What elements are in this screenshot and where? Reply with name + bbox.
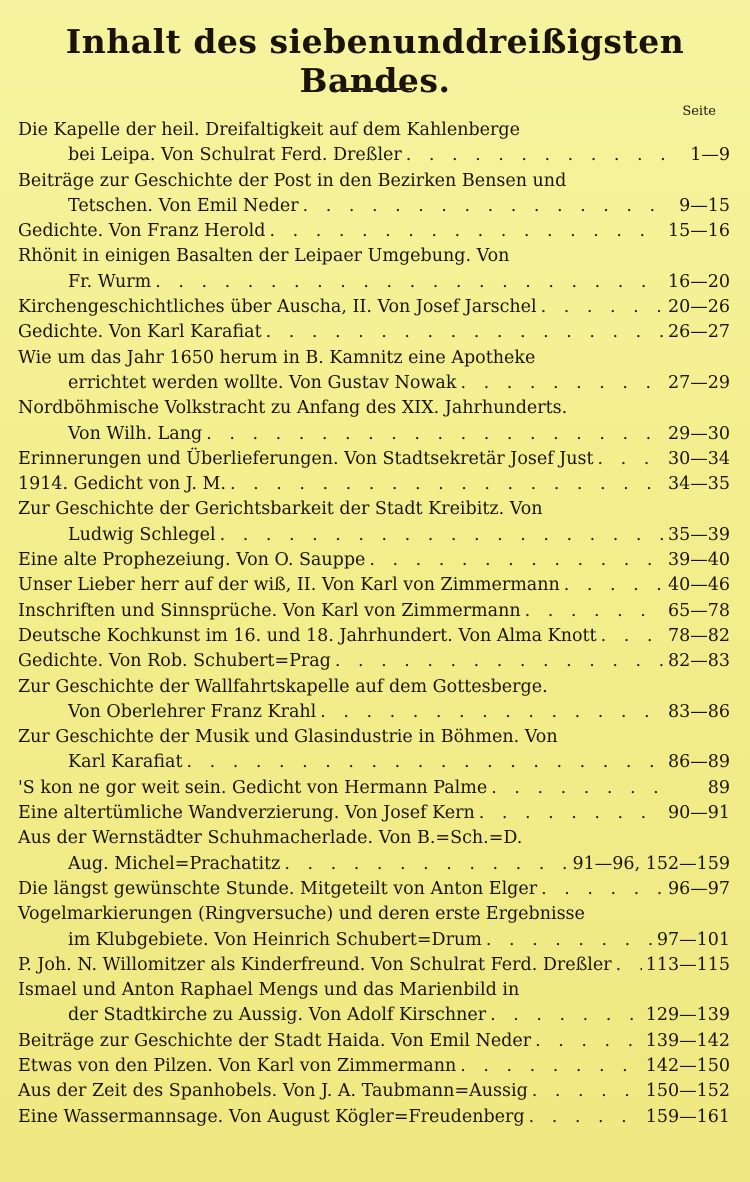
toc-entry: [18, 497, 730, 548]
toc-entry-title: Vogelmarkierungen (Ringversuche) und deren erste Ergebnisse: [18, 904, 585, 925]
toc-entry-line: [18, 472, 730, 497]
toc-entry: [18, 1029, 730, 1054]
dot-leader: [303, 194, 666, 219]
toc-entry-line: [18, 928, 730, 953]
toc-entry-pages: 34—35: [667, 474, 730, 495]
toc-entry-title: Erinnerungen und Überlieferungen. Von Stadtsekretär Josef Just: [18, 448, 594, 469]
toc-entry-author: Aug. Michel=Prachatitz: [68, 853, 281, 874]
toc-entry: [18, 472, 730, 497]
toc-entry-pages: 139—142: [645, 1030, 730, 1051]
toc-entry: [18, 219, 730, 244]
toc-entry-title: Aus der Zeit des Spanhobels. Von J. A. Taubmann=Aussig: [18, 1081, 528, 1102]
toc-entry-title: Inschriften und Sinnsprüche. Von Karl von Zimmermann: [18, 600, 521, 621]
toc-entry-line: [18, 776, 730, 801]
toc-entry-line: [18, 1105, 730, 1130]
dot-leader: [269, 219, 664, 244]
dot-leader: [529, 1105, 642, 1130]
dot-leader: [155, 270, 664, 295]
toc-entry-pages: 86—89: [667, 752, 730, 773]
toc-entry-line: [18, 523, 730, 548]
dot-leader: [460, 1054, 641, 1079]
toc-entry-pages: 97—101: [656, 929, 730, 950]
toc-entry-line: [18, 346, 730, 371]
dot-leader: [490, 1003, 642, 1028]
toc-entry-pages: 113—115: [645, 954, 730, 975]
dot-leader: [541, 295, 664, 320]
toc-entry-line: [18, 826, 730, 851]
toc-entry-title: P. Joh. N. Willomitzer als Kinderfreund. Von Schulrat Ferd. Dreßler: [18, 954, 612, 975]
toc-entry-title: 1914. Gedicht von J. M.: [18, 474, 226, 495]
toc-entry-line: [18, 1003, 730, 1028]
toc-entry-pages: 89: [707, 777, 730, 798]
toc-entry-title: Beiträge zur Geschichte der Stadt Haida. Von Emil Neder: [18, 1030, 532, 1051]
toc-entry-title: Gedichte. Von Karl Karafiat: [18, 322, 262, 343]
dot-leader: [532, 1079, 642, 1104]
seite-column-label: Seite: [682, 104, 716, 119]
toc-entry-title: Aus der Wernstädter Schuhmacherlade. Von B.=Sch.=D.: [18, 828, 523, 849]
toc-entry-title: Zur Geschichte der Musik und Glasindustrie in Böhmen. Von: [18, 727, 558, 748]
table-of-contents: [18, 118, 730, 1130]
toc-entry: [18, 320, 730, 345]
toc-entry-pages: 78—82: [667, 625, 730, 646]
toc-entry-pages: 9—15: [679, 195, 730, 216]
toc-entry-pages: 1—9: [690, 145, 730, 166]
toc-entry: [18, 1054, 730, 1079]
toc-entry: [18, 573, 730, 598]
toc-entry-line: [18, 422, 730, 447]
toc-entry-author: Karl Karafiat: [68, 752, 183, 773]
toc-entry-line: [18, 675, 730, 700]
toc-entry-title: Gedichte. Von Franz Herold: [18, 221, 266, 242]
dot-leader: [186, 750, 663, 775]
toc-entry-line: [18, 801, 730, 826]
dot-leader: [460, 371, 663, 396]
toc-entry-line: [18, 396, 730, 421]
toc-entry-line: [18, 700, 730, 725]
toc-entry: [18, 118, 730, 169]
toc-entry-line: [18, 169, 730, 194]
toc-entry-title: Eine alte Prophezeiung. Von O. Sauppe: [18, 550, 366, 571]
toc-entry-title: Zur Geschichte der Gerichtsbarkeit der Stadt Kreibitz. Von: [18, 499, 543, 520]
toc-entry-line: [18, 371, 730, 396]
toc-entry-title: Deutsche Kochkunst im 16. und 18. Jahrhundert. Von Alma Knott: [18, 625, 597, 646]
dot-leader: [535, 1029, 642, 1054]
toc-entry-line: [18, 599, 730, 624]
toc-entry: [18, 1105, 730, 1130]
toc-entry-line: [18, 852, 730, 877]
toc-entry-title: Die Kapelle der heil. Dreifaltigkeit auf dem Kahlenberge: [18, 120, 520, 140]
toc-entry-line: [18, 978, 730, 1003]
toc-entry-pages: 82—83: [667, 651, 730, 672]
dot-leader: [320, 700, 664, 725]
toc-entry-pages: 83—86: [667, 701, 730, 722]
dot-leader: [406, 143, 666, 168]
toc-entry-title: Unser Lieber herr auf der wiß, II. Von Karl von Zimmermann: [18, 575, 560, 596]
toc-entry-title: Eine Wassermannsage. Von August Kögler=Freudenberg: [18, 1106, 525, 1127]
page-title: Inhalt des siebenunddreißigsten Bandes.: [65, 22, 685, 100]
toc-entry: [18, 826, 730, 877]
toc-entry: [18, 548, 730, 573]
dot-leader: [598, 447, 664, 472]
toc-entry-line: [18, 877, 730, 902]
toc-entry: [18, 776, 730, 801]
toc-entry-title: Gedichte. Von Rob. Schubert=Prag: [18, 651, 331, 672]
toc-entry-author: Von Oberlehrer Franz Krahl: [68, 701, 317, 722]
toc-entry: [18, 902, 730, 953]
dot-leader: [220, 523, 664, 548]
dot-leader: [525, 599, 664, 624]
toc-entry-title: Wie um das Jahr 1650 herum in B. Kamnitz eine Apotheke: [18, 347, 536, 368]
toc-entry: [18, 953, 730, 978]
toc-entry-line: [18, 320, 730, 345]
toc-entry-author: im Klubgebiete. Von Heinrich Schubert=Drum: [68, 929, 482, 950]
toc-entry-pages: 20—26: [667, 297, 730, 318]
toc-entry: [18, 396, 730, 447]
dot-leader: [266, 320, 664, 345]
dot-leader: [284, 852, 568, 877]
toc-entry-pages: 129—139: [645, 1005, 730, 1026]
toc-entry-title: Kirchengeschichtliches über Auscha, II. Von Josef Jarschel: [18, 297, 537, 318]
dot-leader: [479, 801, 664, 826]
toc-entry-line: [18, 270, 730, 295]
toc-entry-line: [18, 447, 730, 472]
toc-entry: [18, 169, 730, 220]
toc-entry-pages: 90—91: [667, 803, 730, 824]
dot-leader: [369, 548, 664, 573]
toc-entry-author: Fr. Wurm: [68, 271, 152, 292]
title-divider: [340, 88, 412, 90]
toc-entry-line: [18, 295, 730, 320]
toc-entry-pages: 65—78: [667, 600, 730, 621]
toc-entry-title: Beiträge zur Geschichte der Post in den Bezirken Bensen und: [18, 170, 567, 191]
toc-entry-pages: 26—27: [667, 322, 730, 343]
toc-entry-line: [18, 750, 730, 775]
dot-leader: [564, 573, 664, 598]
dot-leader: [541, 877, 664, 902]
toc-entry-line: [18, 143, 730, 168]
toc-entry: [18, 877, 730, 902]
toc-entry: [18, 244, 730, 295]
toc-entry: [18, 801, 730, 826]
toc-entry-line: [18, 219, 730, 244]
toc-entry-line: [18, 194, 730, 219]
dot-leader: [206, 422, 664, 447]
toc-entry-pages: 96—97: [667, 878, 730, 899]
toc-entry-line: [18, 1054, 730, 1079]
toc-entry-pages: 30—34: [667, 448, 730, 469]
toc-entry-author: der Stadtkirche zu Aussig. Von Adolf Kirschner: [68, 1005, 487, 1026]
dot-leader: [601, 624, 664, 649]
toc-entry-title: Etwas von den Pilzen. Von Karl von Zimmermann: [18, 1055, 457, 1076]
toc-entry-line: [18, 1079, 730, 1104]
toc-entry-pages: 35—39: [667, 524, 730, 545]
toc-entry-pages: 150—152: [645, 1081, 730, 1102]
dot-leader: [486, 928, 653, 953]
toc-entry-pages: 40—46: [667, 575, 730, 596]
toc-entry-author: Ludwig Schlegel: [68, 524, 216, 545]
toc-entry-title: Die längst gewünschte Stunde. Mitgeteilt von Anton Elger: [18, 878, 538, 899]
toc-entry-pages: 27—29: [667, 372, 730, 393]
toc-entry-line: [18, 244, 730, 269]
toc-entry-line: [18, 497, 730, 522]
toc-entry-title: Rhönit in einigen Basalten der Leipaer Umgebung. Von: [18, 246, 510, 267]
toc-entry-pages: 15—16: [667, 221, 730, 242]
toc-entry-pages: 16—20: [667, 271, 730, 292]
toc-entry-line: [18, 548, 730, 573]
toc-entry: [18, 447, 730, 472]
toc-entry-title: Ismael und Anton Raphael Mengs und das Marienbild in: [18, 980, 520, 1001]
toc-entry-author: Von Wilh. Lang: [68, 423, 203, 444]
toc-entry-author: errichtet werden wollte. Von Gustav Nowak: [68, 372, 457, 393]
toc-entry-author: Tetschen. Von Emil Neder: [68, 195, 299, 216]
toc-entry: [18, 675, 730, 726]
toc-entry-title: Eine altertümliche Wandverzierung. Von Josef Kern: [18, 803, 475, 824]
toc-entry-line: [18, 649, 730, 674]
toc-entry: [18, 1079, 730, 1104]
toc-entry: [18, 599, 730, 624]
toc-entry-line: [18, 902, 730, 927]
toc-entry-line: [18, 118, 730, 143]
toc-entry-line: [18, 1029, 730, 1054]
toc-entry-pages: 142—150: [645, 1055, 730, 1076]
toc-entry: [18, 649, 730, 674]
toc-entry-line: [18, 953, 730, 978]
toc-entry: [18, 978, 730, 1029]
toc-entry-title: Nordböhmische Volkstracht zu Anfang des XIX. Jahrhunderts.: [18, 398, 568, 419]
dot-leader: [335, 649, 664, 674]
toc-entry: [18, 725, 730, 776]
toc-entry-pages: 39—40: [667, 550, 730, 571]
toc-entry-title: Zur Geschichte der Wallfahrtskapelle auf dem Gottesberge.: [18, 676, 548, 697]
toc-entry-pages: 91—96, 152—159: [572, 853, 730, 874]
toc-entry-line: [18, 725, 730, 750]
toc-entry-line: [18, 624, 730, 649]
toc-entry-title: 'S kon ne gor weit sein. Gedicht von Hermann Palme: [18, 777, 488, 798]
toc-entry-pages: 29—30: [667, 423, 730, 444]
toc-entry-line: [18, 573, 730, 598]
toc-entry: [18, 346, 730, 397]
dot-leader: [491, 776, 666, 801]
toc-entry-author: bei Leipa. Von Schulrat Ferd. Dreßler: [68, 145, 402, 166]
toc-entry: [18, 295, 730, 320]
toc-entry-pages: 159—161: [645, 1106, 730, 1127]
dot-leader: [616, 953, 642, 978]
toc-entry: [18, 624, 730, 649]
dot-leader: [230, 472, 664, 497]
